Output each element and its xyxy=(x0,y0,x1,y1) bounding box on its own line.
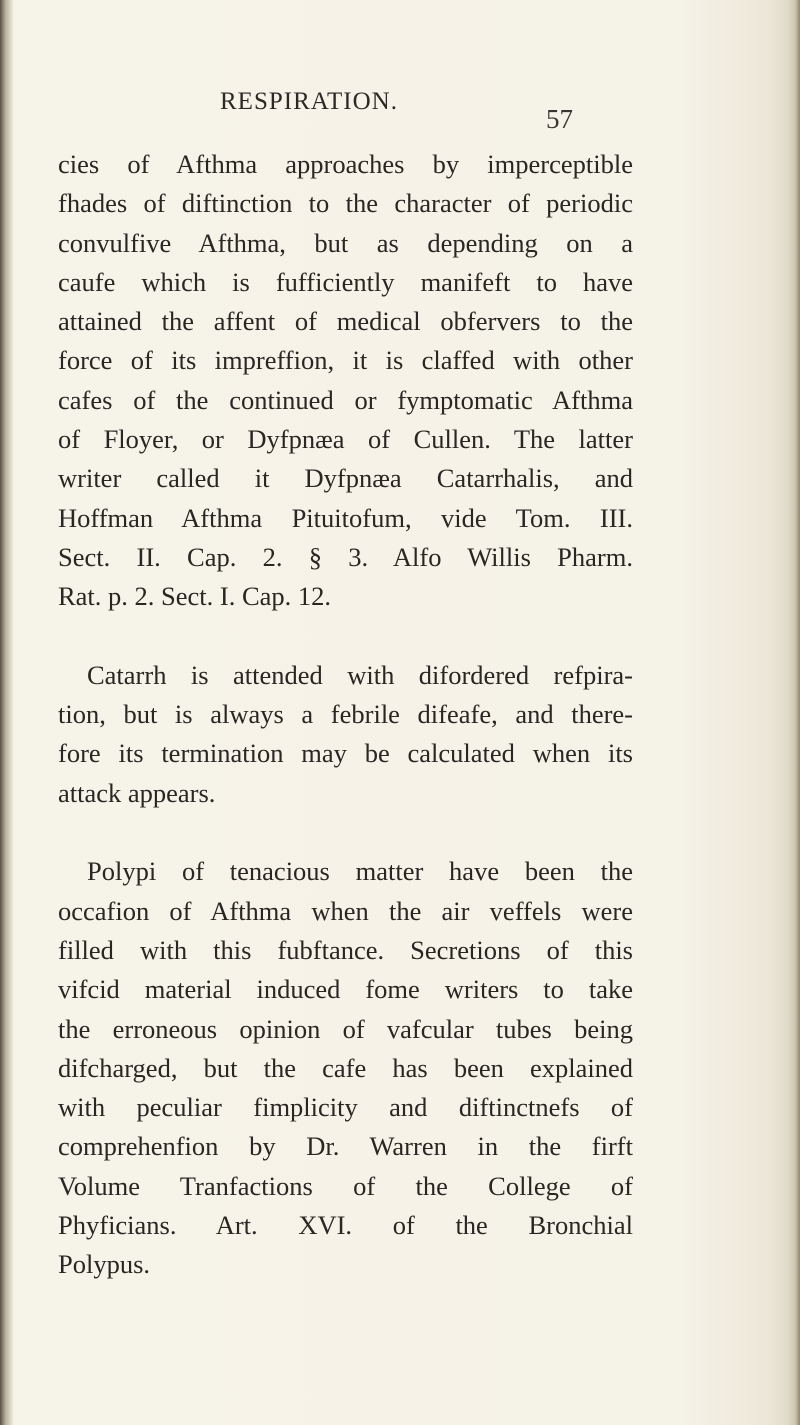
text-line: filled with this fubftance. Secretions of this xyxy=(58,934,633,965)
text-line: attained the affent of medical obfervers to the xyxy=(58,306,633,337)
text-line: tion, but is always a febrile difeafe, and there- xyxy=(58,699,633,730)
body-text xyxy=(58,145,633,1285)
text-line: Polypus. xyxy=(58,1249,151,1280)
text-line: Phyficians. Art. XVI. of the Bronchial xyxy=(58,1210,633,1241)
text-line: attack appears. xyxy=(58,777,216,808)
paragraph-spacer xyxy=(58,813,633,852)
paragraph-2 xyxy=(58,656,633,813)
page-binding-shadow xyxy=(0,0,14,1425)
text-line: vifcid material induced fome writers to take xyxy=(58,974,633,1005)
text-line: Hoffman Afthma Pituitofum, vide Tom. III. xyxy=(58,502,633,533)
text-line: Rat. p. 2. Sect. I. Cap. 12. xyxy=(58,581,332,612)
text-line: caufe which is fufficiently manifeft to have xyxy=(58,266,633,297)
paragraph-3 xyxy=(58,852,633,1284)
page-number: 57 xyxy=(546,104,573,134)
text-line: fore its termination may be calculated when its xyxy=(58,738,633,769)
text-line: force of its impreffion, it is claffed with other xyxy=(58,345,633,376)
text-line: comprehenfion by Dr. Warren in the firft xyxy=(58,1131,633,1162)
page-edge-shadow xyxy=(788,0,800,1425)
text-line: occafion of Afthma when the air veffels were xyxy=(58,895,633,926)
text-line: Catarrh is attended with difordered refpira- xyxy=(87,659,633,690)
text-line: of Floyer, or Dyfpnæa of Cullen. The latter xyxy=(58,424,633,455)
text-line: with peculiar fimplicity and diftinctnefs of xyxy=(58,1092,633,1123)
text-line: the erroneous opinion of vafcular tubes being xyxy=(58,1013,633,1044)
text-line: Volume Tranfactions of the College of xyxy=(58,1170,633,1201)
text-line: Sect. II. Cap. 2. § 3. Alfo Willis Pharm. xyxy=(58,541,633,572)
text-line: Polypi of tenacious matter have been the xyxy=(87,856,633,887)
paragraph-spacer xyxy=(58,617,633,656)
text-line: difcharged, but the cafe has been explained xyxy=(58,1052,633,1083)
paragraph-1 xyxy=(58,145,633,617)
running-head: RESPIRATION. xyxy=(220,88,398,115)
text-line: cafes of the continued or fymptomatic Afthma xyxy=(58,384,633,415)
text-line: cies of Afthma approaches by imperceptible xyxy=(58,149,633,179)
text-line: convulfive Afthma, but as depending on a xyxy=(58,227,633,258)
text-line: fhades of diftinction to the character of periodic xyxy=(58,188,633,219)
text-line: writer called it Dyfpnæa Catarrhalis, and xyxy=(58,463,633,494)
